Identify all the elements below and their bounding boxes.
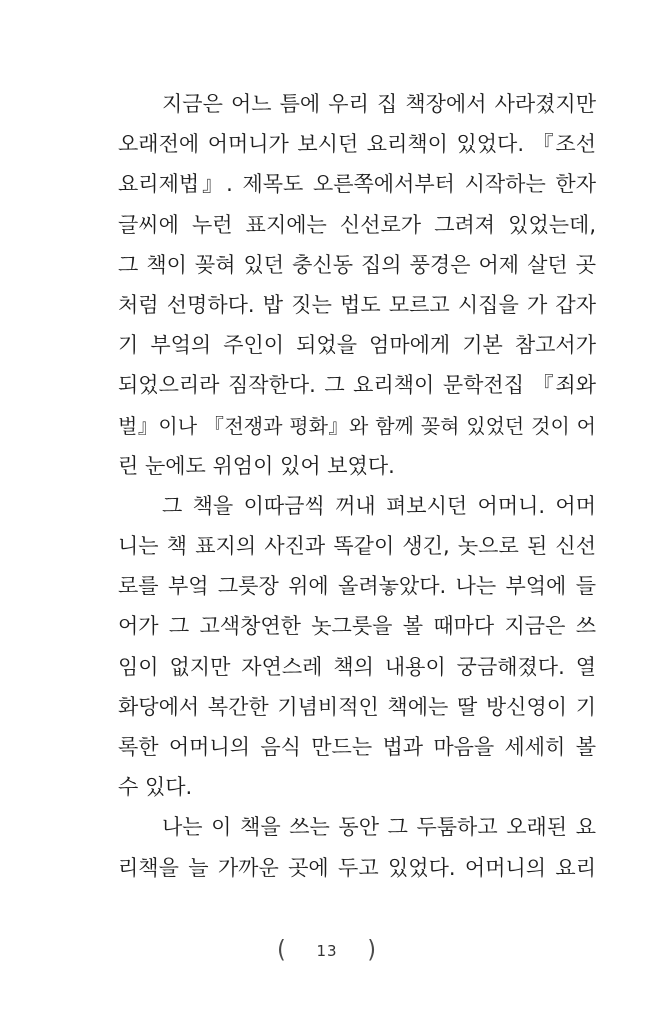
text-line: 록한 어머니의 음식 만드는 법과 마음을 세세히 볼	[118, 735, 596, 759]
text-line: 린 눈에도 위엄이 있어 보였다.	[118, 453, 395, 478]
text-line: 요리제법』. 제목도 오른쪽에서부터 시작하는 한자	[118, 172, 596, 197]
right-bracket: )	[367, 936, 377, 964]
text-line: 오래전에 어머니가 보시던 요리책이 있었다. 『조선	[118, 132, 596, 157]
page-number: 13	[316, 941, 338, 960]
text-line: 벌』이나 『전쟁과 평화』와 함께 꽂혀 있었던 것이 어	[118, 413, 596, 438]
page-number-footer	[0, 936, 654, 964]
text-line: 리책을 늘 가까운 곳에 두고 있었다. 어머니의 요리	[118, 855, 596, 880]
text-line: 글씨에 누런 표지에는 신선로가 그려져 있었는데,	[118, 212, 596, 237]
body-text	[118, 84, 596, 888]
text-line: 어가 그 고색창연한 놋그릇을 볼 때마다 지금은 쓰	[118, 614, 596, 639]
text-line: 지금은 어느 틈에 우리 집 책장에서 사라졌지만	[162, 92, 596, 116]
text-line: 그 책을 이따금씩 꺼내 펴보시던 어머니. 어머	[162, 493, 596, 518]
left-bracket: (	[277, 936, 287, 964]
text-line: 로를 부엌 그릇장 위에 올려놓았다. 나는 부엌에 들	[118, 574, 596, 599]
text-line: 되었으리라 짐작한다. 그 요리책이 문학전집 『죄와	[118, 373, 596, 398]
text-line: 나는 이 책을 쓰는 동안 그 두툼하고 오래된 요	[162, 815, 596, 840]
text-line: 그 책이 꽂혀 있던 충신동 집의 풍경은 어제 살던 곳	[118, 252, 596, 277]
text-line: 니는 책 표지의 사진과 똑같이 생긴, 놋으로 된 신선	[118, 534, 596, 559]
text-line: 처럼 선명하다. 밥 짓는 법도 모르고 시집을 가 갑자	[118, 292, 596, 317]
text-line: 화당에서 복간한 기념비적인 책에는 딸 방신영이 기	[118, 694, 596, 719]
text-line: 임이 없지만 자연스레 책의 내용이 궁금해졌다. 열	[118, 654, 596, 679]
text-line: 기 부엌의 주인이 되었을 엄마에게 기본 참고서가	[118, 333, 596, 358]
text-line: 수 있다.	[118, 775, 193, 800]
